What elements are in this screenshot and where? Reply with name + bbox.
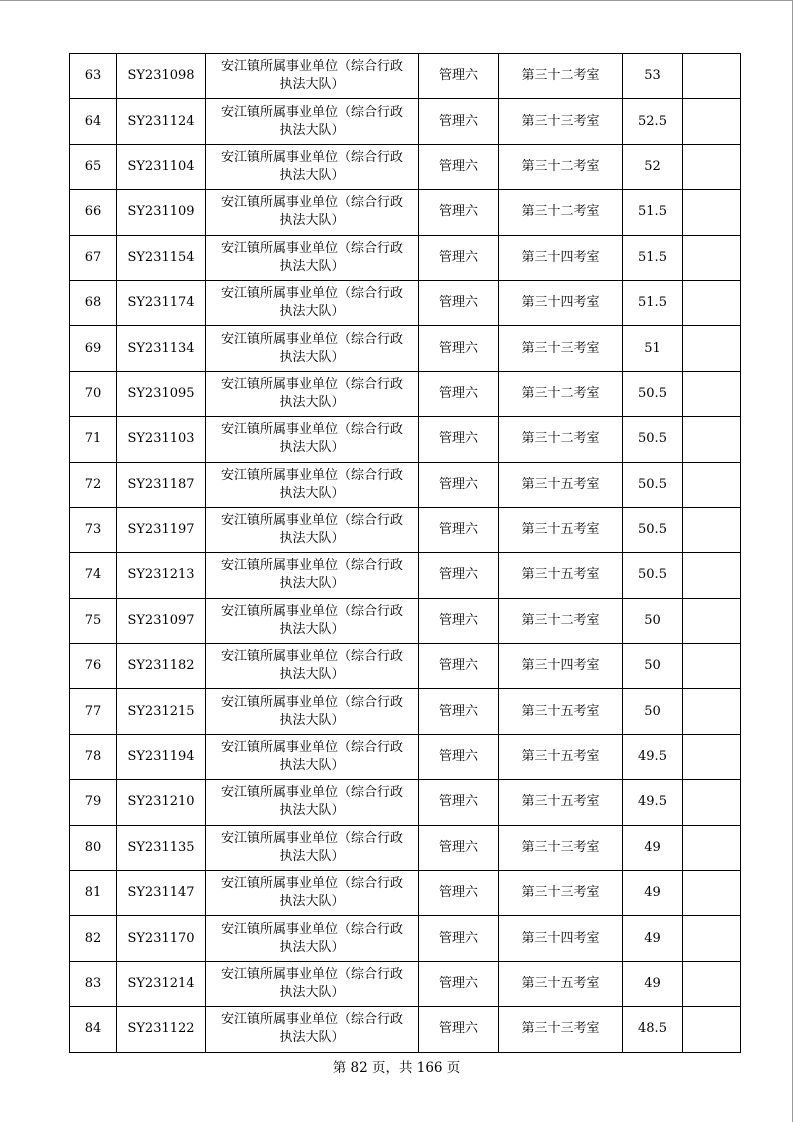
cell-candidate-id: SY231210 (117, 780, 206, 825)
cell-unit (206, 326, 419, 371)
unit-line-2: 执法大队） (279, 440, 345, 456)
cell-score: 50.5 (623, 553, 683, 598)
cell-exam-room: 第三十三考室 (499, 825, 623, 870)
cell-remark (683, 235, 741, 280)
cell-candidate-id: SY231097 (117, 598, 206, 643)
cell-remark (683, 598, 741, 643)
cell-remark (683, 1007, 741, 1052)
cell-remark (683, 871, 741, 916)
cell-number: 66 (70, 190, 117, 235)
unit-line-2: 执法大队） (279, 939, 345, 955)
cell-candidate-id: SY231104 (117, 144, 206, 189)
cell-exam-room: 第三十二考室 (499, 54, 623, 99)
cell-number: 83 (70, 961, 117, 1006)
cell-unit (206, 825, 419, 870)
unit-line-2: 执法大队） (279, 667, 345, 683)
cell-remark (683, 462, 741, 507)
cell-unit (206, 144, 419, 189)
cell-exam-room: 第三十三考室 (499, 1007, 623, 1052)
cell-score: 50 (623, 644, 683, 689)
cell-unit (206, 734, 419, 779)
cell-remark (683, 689, 741, 734)
table-body (70, 54, 741, 1053)
cell-unit (206, 871, 419, 916)
cell-post: 管理六 (419, 598, 499, 643)
cell-score: 51.5 (623, 235, 683, 280)
cell-remark (683, 916, 741, 961)
unit-line-2: 执法大队） (279, 1030, 345, 1046)
cell-candidate-id: SY231197 (117, 507, 206, 552)
unit-line-1: 安江镇所属事业单位（综合行政 (220, 376, 403, 392)
cell-post: 管理六 (419, 734, 499, 779)
unit-line-2: 执法大队） (279, 894, 345, 910)
cell-post: 管理六 (419, 916, 499, 961)
cell-post: 管理六 (419, 644, 499, 689)
unit-line-1: 安江镇所属事业单位（综合行政 (220, 830, 403, 846)
cell-candidate-id: SY231187 (117, 462, 206, 507)
cell-score: 49 (623, 825, 683, 870)
table-row (70, 99, 741, 144)
cell-post: 管理六 (419, 462, 499, 507)
unit-line-1: 安江镇所属事业单位（综合行政 (220, 422, 403, 438)
cell-candidate-id: SY231135 (117, 825, 206, 870)
cell-candidate-id: SY231214 (117, 961, 206, 1006)
table-row (70, 598, 741, 643)
unit-line-1: 安江镇所属事业单位（综合行政 (220, 467, 403, 483)
unit-line-2: 执法大队） (279, 531, 345, 547)
cell-candidate-id: SY231103 (117, 417, 206, 462)
table-row (70, 689, 741, 734)
table-row (70, 190, 741, 235)
cell-number: 84 (70, 1007, 117, 1052)
cell-score: 50.5 (623, 462, 683, 507)
unit-line-1: 安江镇所属事业单位（综合行政 (220, 603, 403, 619)
cell-exam-room: 第三十四考室 (499, 916, 623, 961)
cell-post: 管理六 (419, 553, 499, 598)
table-row (70, 1007, 741, 1052)
table-row (70, 144, 741, 189)
cell-number: 74 (70, 553, 117, 598)
unit-line-2: 执法大队） (279, 848, 345, 864)
cell-score: 52.5 (623, 99, 683, 144)
cell-candidate-id: SY231170 (117, 916, 206, 961)
cell-score: 53 (623, 54, 683, 99)
cell-number: 73 (70, 507, 117, 552)
table-row (70, 553, 741, 598)
table-row (70, 371, 741, 416)
cell-unit (206, 644, 419, 689)
cell-exam-room: 第三十五考室 (499, 462, 623, 507)
unit-line-1: 安江镇所属事业单位（综合行政 (220, 785, 403, 801)
cell-post: 管理六 (419, 144, 499, 189)
cell-unit (206, 54, 419, 99)
cell-score: 49.5 (623, 734, 683, 779)
cell-number: 68 (70, 280, 117, 325)
cell-remark (683, 734, 741, 779)
table-row (70, 644, 741, 689)
table-row (70, 280, 741, 325)
table-row (70, 825, 741, 870)
cell-score: 51 (623, 326, 683, 371)
cell-number: 82 (70, 916, 117, 961)
cell-post: 管理六 (419, 190, 499, 235)
cell-number: 65 (70, 144, 117, 189)
cell-score: 48.5 (623, 1007, 683, 1052)
cell-candidate-id: SY231215 (117, 689, 206, 734)
cell-post: 管理六 (419, 326, 499, 371)
cell-number: 79 (70, 780, 117, 825)
cell-score: 49 (623, 871, 683, 916)
cell-score: 50.5 (623, 417, 683, 462)
cell-candidate-id: SY231194 (117, 734, 206, 779)
cell-remark (683, 190, 741, 235)
cell-number: 77 (70, 689, 117, 734)
unit-line-1: 安江镇所属事业单位（综合行政 (220, 59, 403, 75)
cell-post: 管理六 (419, 780, 499, 825)
cell-post: 管理六 (419, 871, 499, 916)
table-row (70, 507, 741, 552)
unit-line-1: 安江镇所属事业单位（综合行政 (220, 104, 403, 120)
cell-exam-room: 第三十二考室 (499, 371, 623, 416)
cell-unit (206, 462, 419, 507)
unit-line-2: 执法大队） (279, 304, 345, 320)
cell-candidate-id: SY231147 (117, 871, 206, 916)
cell-unit (206, 280, 419, 325)
cell-number: 69 (70, 326, 117, 371)
unit-line-2: 执法大队） (279, 485, 345, 501)
cell-candidate-id: SY231182 (117, 644, 206, 689)
unit-line-2: 执法大队） (279, 167, 345, 183)
cell-remark (683, 780, 741, 825)
table-row (70, 462, 741, 507)
unit-line-1: 安江镇所属事业单位（综合行政 (220, 876, 403, 892)
unit-line-1: 安江镇所属事业单位（综合行政 (220, 513, 403, 529)
cell-number: 71 (70, 417, 117, 462)
cell-exam-room: 第三十二考室 (499, 144, 623, 189)
cell-score: 50 (623, 598, 683, 643)
cell-number: 81 (70, 871, 117, 916)
cell-exam-room: 第三十五考室 (499, 507, 623, 552)
cell-exam-room: 第三十五考室 (499, 689, 623, 734)
cell-unit (206, 689, 419, 734)
unit-line-2: 执法大队） (279, 349, 345, 365)
cell-exam-room: 第三十五考室 (499, 780, 623, 825)
cell-remark (683, 99, 741, 144)
cell-score: 51.5 (623, 190, 683, 235)
cell-remark (683, 507, 741, 552)
table-row (70, 417, 741, 462)
unit-line-2: 执法大队） (279, 122, 345, 138)
cell-post: 管理六 (419, 235, 499, 280)
cell-remark (683, 553, 741, 598)
cell-exam-room: 第三十五考室 (499, 734, 623, 779)
unit-line-2: 执法大队） (279, 576, 345, 592)
cell-post: 管理六 (419, 689, 499, 734)
unit-line-1: 安江镇所属事业单位（综合行政 (220, 286, 403, 302)
cell-remark (683, 644, 741, 689)
unit-line-1: 安江镇所属事业单位（综合行政 (220, 1012, 403, 1028)
cell-candidate-id: SY231098 (117, 54, 206, 99)
cell-unit (206, 371, 419, 416)
unit-line-2: 执法大队） (279, 985, 345, 1000)
cell-unit (206, 598, 419, 643)
unit-line-1: 安江镇所属事业单位（综合行政 (220, 649, 403, 665)
cell-number: 78 (70, 734, 117, 779)
unit-line-1: 安江镇所属事业单位（综合行政 (220, 967, 403, 982)
cell-score: 49 (623, 916, 683, 961)
unit-line-2: 执法大队） (279, 258, 345, 274)
cell-exam-room: 第三十二考室 (499, 598, 623, 643)
cell-candidate-id: SY231122 (117, 1007, 206, 1052)
cell-post: 管理六 (419, 961, 499, 1006)
cell-number: 70 (70, 371, 117, 416)
cell-remark (683, 417, 741, 462)
cell-remark (683, 961, 741, 1006)
cell-candidate-id: SY231174 (117, 280, 206, 325)
cell-exam-room: 第三十三考室 (499, 326, 623, 371)
page-edge-top (0, 0, 793, 1)
table-row (70, 235, 741, 280)
cell-remark (683, 326, 741, 371)
unit-line-2: 执法大队） (279, 77, 345, 93)
cell-exam-room: 第三十四考室 (499, 644, 623, 689)
cell-score: 50 (623, 689, 683, 734)
cell-remark (683, 144, 741, 189)
table-row (70, 734, 741, 779)
cell-number: 63 (70, 54, 117, 99)
cell-score: 49 (623, 961, 683, 1006)
unit-line-2: 执法大队） (279, 213, 345, 229)
cell-exam-room: 第三十五考室 (499, 961, 623, 1006)
cell-number: 75 (70, 598, 117, 643)
cell-post: 管理六 (419, 825, 499, 870)
cell-unit (206, 235, 419, 280)
cell-unit (206, 780, 419, 825)
cell-candidate-id: SY231124 (117, 99, 206, 144)
cell-number: 76 (70, 644, 117, 689)
cell-exam-room: 第三十五考室 (499, 553, 623, 598)
unit-line-1: 安江镇所属事业单位（综合行政 (220, 149, 403, 165)
unit-line-2: 执法大队） (279, 712, 345, 728)
cell-unit (206, 1007, 419, 1052)
table-row (70, 326, 741, 371)
cell-post: 管理六 (419, 371, 499, 416)
cell-unit (206, 916, 419, 961)
cell-unit (206, 507, 419, 552)
cell-candidate-id: SY231213 (117, 553, 206, 598)
cell-post: 管理六 (419, 417, 499, 462)
cell-candidate-id: SY231154 (117, 235, 206, 280)
cell-remark (683, 825, 741, 870)
cell-exam-room: 第三十三考室 (499, 99, 623, 144)
cell-remark (683, 371, 741, 416)
unit-line-1: 安江镇所属事业单位（综合行政 (220, 195, 403, 211)
cell-exam-room: 第三十二考室 (499, 417, 623, 462)
cell-candidate-id: SY231109 (117, 190, 206, 235)
cell-score: 50.5 (623, 507, 683, 552)
cell-unit (206, 99, 419, 144)
unit-line-2: 执法大队） (279, 394, 345, 410)
cell-number: 64 (70, 99, 117, 144)
cell-number: 72 (70, 462, 117, 507)
page-footer: 第 82 页，共 166 页 (332, 1060, 461, 1076)
cell-score: 51.5 (623, 280, 683, 325)
cell-unit (206, 961, 419, 1006)
unit-line-2: 执法大队） (279, 803, 345, 819)
table-row (70, 961, 741, 1006)
table-row (70, 54, 741, 99)
cell-post: 管理六 (419, 1007, 499, 1052)
unit-line-1: 安江镇所属事业单位（综合行政 (220, 331, 403, 347)
score-table (69, 53, 741, 1053)
cell-exam-room: 第三十二考室 (499, 190, 623, 235)
table-row (70, 871, 741, 916)
table-row (70, 916, 741, 961)
unit-line-1: 安江镇所属事业单位（综合行政 (220, 921, 403, 937)
unit-line-1: 安江镇所属事业单位（综合行政 (220, 694, 403, 710)
cell-post: 管理六 (419, 280, 499, 325)
cell-number: 80 (70, 825, 117, 870)
unit-line-2: 执法大队） (279, 758, 345, 774)
cell-post: 管理六 (419, 99, 499, 144)
unit-line-1: 安江镇所属事业单位（综合行政 (220, 558, 403, 574)
cell-unit (206, 190, 419, 235)
cell-unit (206, 417, 419, 462)
table-row (70, 780, 741, 825)
cell-number: 67 (70, 235, 117, 280)
cell-score: 52 (623, 144, 683, 189)
cell-remark (683, 280, 741, 325)
cell-score: 50.5 (623, 371, 683, 416)
cell-remark (683, 54, 741, 99)
cell-exam-room: 第三十四考室 (499, 280, 623, 325)
cell-exam-room: 第三十四考室 (499, 235, 623, 280)
cell-candidate-id: SY231134 (117, 326, 206, 371)
cell-post: 管理六 (419, 54, 499, 99)
cell-score: 49.5 (623, 780, 683, 825)
cell-unit (206, 553, 419, 598)
unit-line-2: 执法大队） (279, 621, 345, 637)
cell-candidate-id: SY231095 (117, 371, 206, 416)
cell-exam-room: 第三十三考室 (499, 871, 623, 916)
unit-line-1: 安江镇所属事业单位（综合行政 (220, 740, 403, 756)
unit-line-1: 安江镇所属事业单位（综合行政 (220, 240, 403, 256)
cell-post: 管理六 (419, 507, 499, 552)
